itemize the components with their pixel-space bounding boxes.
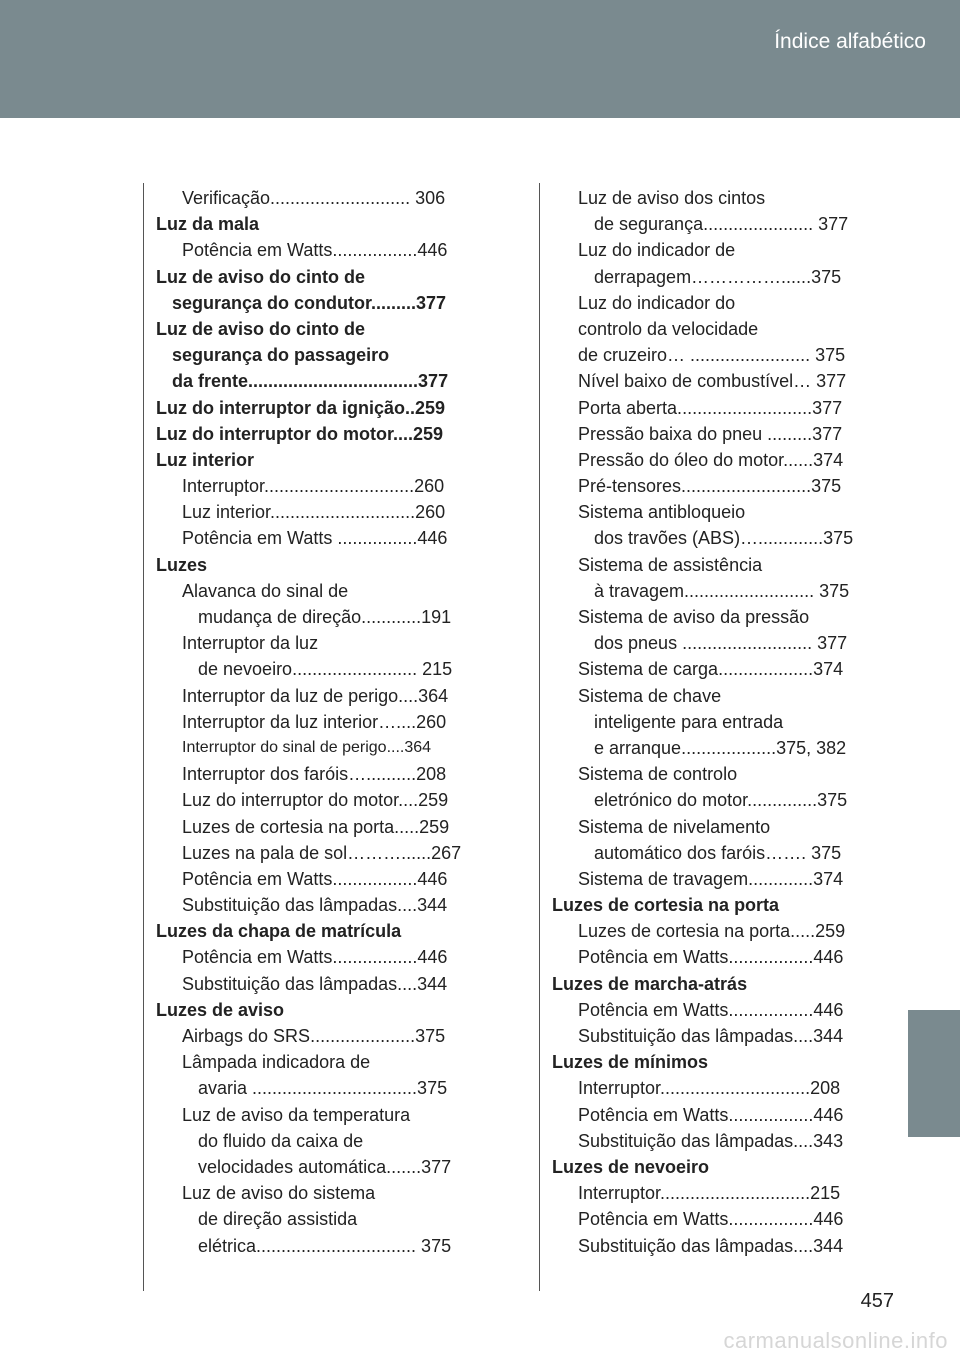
index-entry: Luz de aviso do sistema	[182, 1183, 376, 1204]
index-entry: Luz do indicador de	[578, 240, 736, 261]
index-column-left	[156, 185, 474, 1259]
index-entry: Sistema de controlo	[578, 764, 738, 785]
index-entry: Interruptor do sinal de perigo....364	[182, 738, 432, 756]
index-entry: Luz do indicador do	[578, 292, 736, 313]
index-entry: Potência em Watts.................446	[182, 868, 448, 889]
index-entry: e arranque...................375, 382	[594, 737, 847, 758]
index-heading: Luzes de aviso	[156, 999, 285, 1020]
index-entry: do fluido da caixa de	[198, 1130, 364, 1151]
index-entry: Airbags do SRS.....................375	[182, 1026, 446, 1046]
index-entry: Interruptor da luz interior…....260	[182, 711, 447, 732]
page-number: 457	[860, 1290, 894, 1312]
index-entry: dos pneus .......................... 377	[594, 633, 848, 654]
index-entry: Lâmpada indicadora de	[182, 1052, 371, 1073]
index-heading: Luzes da chapa de matrícula	[156, 921, 402, 942]
index-entry: Luz de aviso da temperatura	[182, 1104, 411, 1125]
page-header	[0, 0, 960, 118]
index-entry: inteligente para entrada	[594, 711, 784, 732]
index-heading: Luzes de cortesia na porta	[552, 895, 780, 916]
index-entry: Sistema de chave	[578, 685, 722, 706]
column-divider-middle	[539, 183, 540, 1291]
index-entry: Interruptor da luz de perigo....364	[182, 685, 449, 706]
index-entry: de cruzeiro… ........................ 375	[578, 345, 846, 366]
index-entry: Potência em Watts.................446	[578, 999, 844, 1020]
index-entry: Pressão baixa do pneu .........377	[578, 423, 843, 444]
index-entry: Potência em Watts.................446	[182, 947, 448, 968]
index-entry: Luzes de cortesia na porta.....259	[182, 816, 450, 837]
index-entry: Interruptor dos faróis…..........208	[182, 764, 447, 785]
index-entry: Interruptor..............................260	[182, 476, 445, 497]
index-entry: Potência em Watts.................446	[578, 947, 844, 968]
index-entry: à travagem.......................... 375	[594, 580, 850, 601]
index-entry: Interruptor..............................208	[578, 1078, 841, 1099]
index-entry: Potência em Watts ................446	[182, 528, 448, 549]
index-entry: avaria .................................375	[198, 1078, 448, 1099]
index-entry: Sistema de travagem.............374	[578, 868, 844, 889]
index-entry: derrapagem……………......375	[594, 266, 842, 287]
index-entry: Luz do interruptor do motor....259	[182, 790, 449, 811]
index-entry: Sistema de aviso da pressão	[578, 607, 810, 627]
index-entry: Sistema de nivelamento	[578, 816, 771, 837]
index-entry: velocidades automática.......377	[198, 1156, 452, 1177]
index-heading: Luz do interruptor da ignição..259	[156, 397, 446, 418]
index-entry: Luz de aviso dos cintos	[578, 188, 766, 208]
index-entry: Substituição das lâmpadas....344	[182, 895, 448, 916]
index-entry: de nevoeiro......................... 215	[198, 659, 453, 680]
index-heading: Luzes de mínimos	[552, 1052, 709, 1073]
index-entry: Substituição das lâmpadas....344	[182, 973, 448, 994]
index-entry: Luz interior.............................260	[182, 502, 446, 523]
index-entry: Interruptor..............................215	[578, 1183, 841, 1204]
index-heading: Luzes de marcha-atrás	[552, 973, 748, 994]
index-heading: Luz da mala	[156, 214, 260, 235]
index-heading: Luz do interruptor do motor....259	[156, 423, 444, 444]
index-entry: de direção assistida	[198, 1209, 358, 1230]
header-title: Índice alfabético	[774, 30, 926, 53]
index-entry: Luzes de cortesia na porta.....259	[578, 921, 846, 942]
index-heading: Luz de aviso do cinto de	[156, 266, 366, 287]
index-heading: Luz interior	[156, 449, 254, 470]
index-entry: Pressão do óleo do motor......374	[578, 449, 844, 470]
index-heading: Luzes	[156, 554, 208, 575]
index-entry: Potência em Watts.................446	[578, 1104, 844, 1125]
index-heading: Luzes de nevoeiro	[552, 1156, 710, 1177]
index-entry: Porta aberta...........................377	[578, 397, 843, 418]
index-entry: Sistema de assistência	[578, 554, 763, 575]
column-divider-left	[143, 183, 144, 1291]
index-entry: mudança de direção............191	[198, 607, 452, 627]
index-entry: Substituição das lâmpadas....344	[578, 1235, 844, 1256]
index-entry: de segurança...................... 377	[594, 214, 849, 235]
index-entry: controlo da velocidade	[578, 318, 759, 339]
index-entry: Alavanca do sinal de	[182, 580, 349, 601]
index-entry: Verificação............................ 306	[182, 188, 446, 208]
index-entry: Interruptor da luz	[182, 633, 319, 654]
index-entry: Potência em Watts.................446	[182, 240, 448, 261]
index-entry: dos travões (ABS)….............375	[594, 528, 854, 549]
index-entry: Pré-tensores..........................375	[578, 476, 842, 497]
index-entry: Substituição das lâmpadas....344	[578, 1026, 844, 1046]
index-column-right	[552, 185, 870, 1259]
index-heading: segurança do condutor.........377	[172, 292, 447, 313]
index-entry: elétrica................................ 375	[198, 1235, 452, 1256]
index-entry: Potência em Watts.................446	[578, 1209, 844, 1230]
index-entry: eletrónico do motor..............375	[594, 790, 848, 811]
index-heading: da frente..................................377	[172, 371, 449, 392]
index-entry: Nível baixo de combustível… 377	[578, 371, 847, 392]
index-entry: Luzes na pala de sol………......267	[182, 842, 462, 863]
section-tab	[908, 1010, 960, 1137]
index-entry: Sistema antibloqueio	[578, 502, 746, 523]
watermark: carmanualsonline.info	[723, 1328, 948, 1353]
index-heading: segurança do passageiro	[172, 345, 390, 366]
index-entry: Substituição das lâmpadas....343	[578, 1130, 844, 1151]
index-entry: Sistema de carga...................374	[578, 659, 844, 680]
index-entry: automático dos faróis……. 375	[594, 842, 842, 863]
index-heading: Luz de aviso do cinto de	[156, 318, 366, 339]
